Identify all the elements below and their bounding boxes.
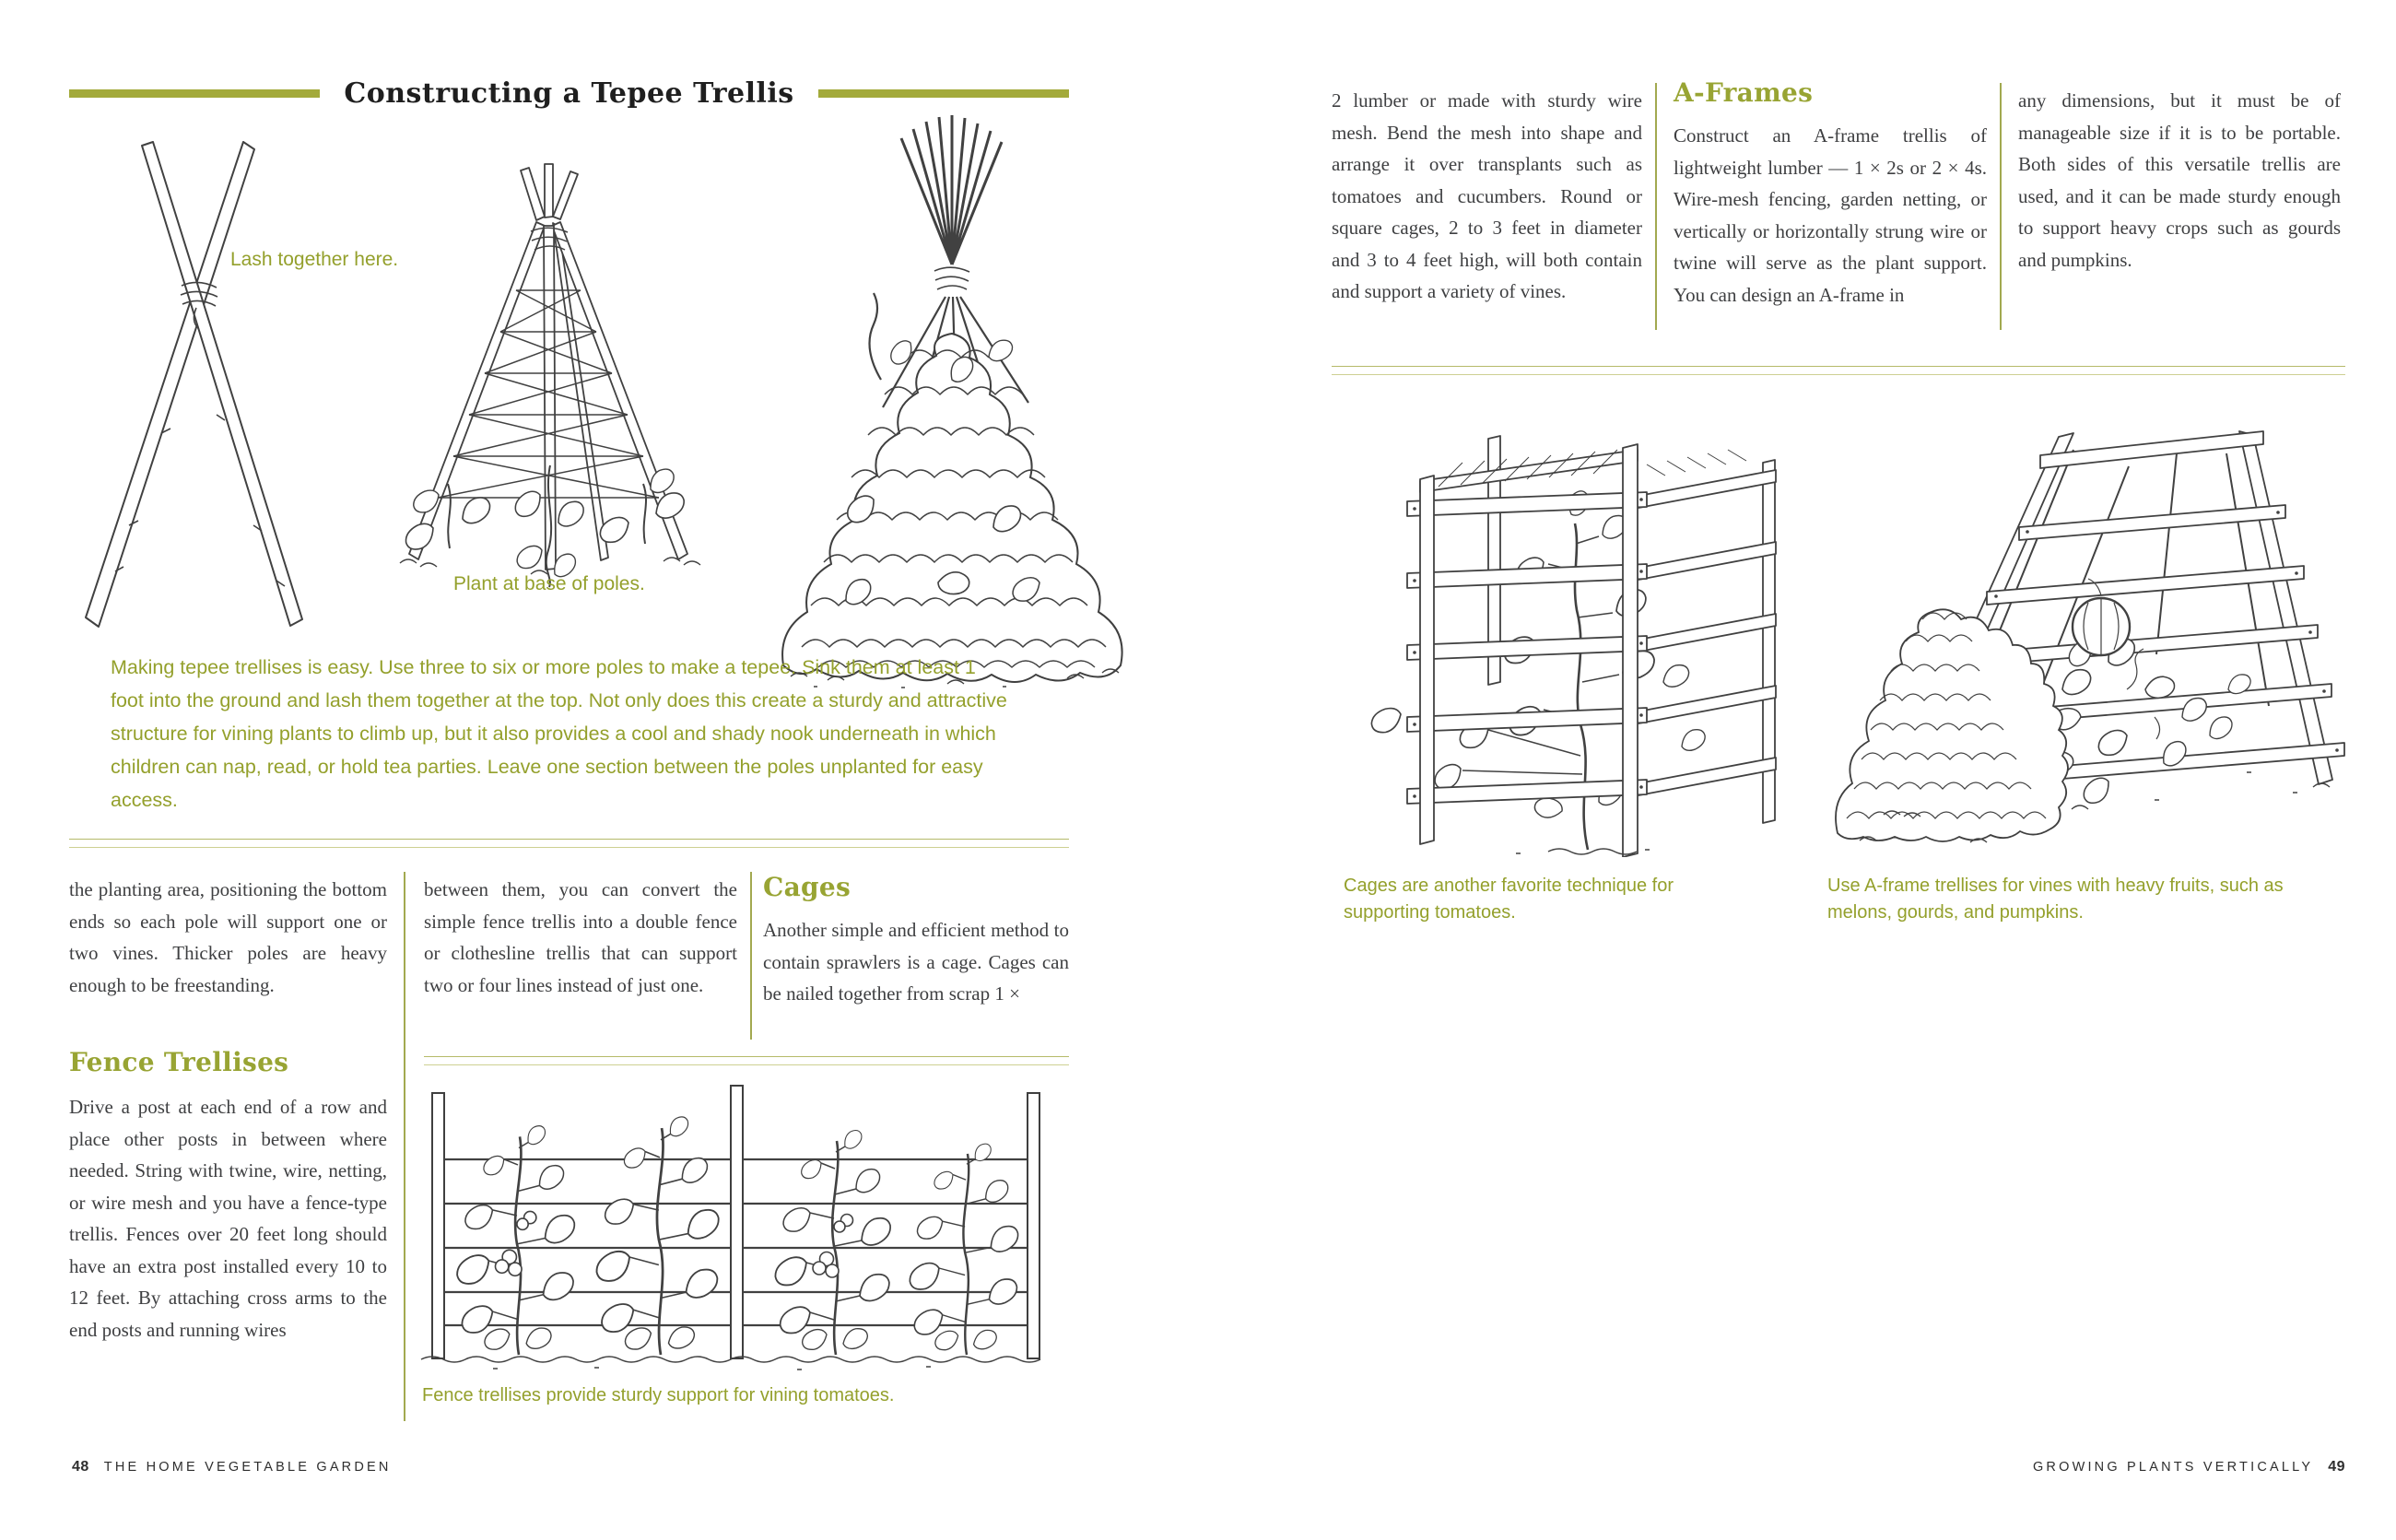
label-lash-together: Lash together here. — [230, 249, 399, 270]
covered-tepee-illustration — [763, 103, 1136, 693]
column-rule-2 — [750, 872, 752, 1040]
right-column-1-text: 2 lumber or made with sturdy wire mesh. Bend the mesh into shape and arrange it over transplants such as tomatoes and cucumbers. Round or square cages, 2 to 3 feet in diameter and 3 to 4 feet high, will both contain and support a variety of vines. — [1332, 89, 1642, 302]
fence-trellises-text: Drive a post at each end of a row and place other posts in between where needed. String with twine, wire, netting, or wire mesh and you have a fence-type trellis. Fences over 20 feet long should have an extra post installed every 10 to 12 feet. By attaching cross arms to the end posts and running wires — [69, 1096, 387, 1341]
chapter-title: GROWING PLANTS VERTICALLY — [2032, 1460, 2314, 1475]
header-bar-left — [69, 89, 320, 98]
cage-caption: Cages are another favorite technique for supporting tomatoes. — [1344, 876, 1674, 923]
label-plant-at-base: Plant at base of poles. — [453, 573, 645, 594]
tepee-frame-illustration — [359, 152, 737, 593]
a-frames-text: Construct an A-frame trellis of lightweight lumber — 1 × 2s or 2 × 4s. Wire-mesh fencing, garden netting, or vertically or horizontally strung wire or twine will serve as the plant support. You can design an A-frame in — [1674, 124, 1987, 306]
crossed-poles-illustration — [78, 138, 318, 641]
cage-illustration — [1350, 406, 1815, 857]
column-rule-1 — [404, 872, 405, 1421]
fence-trellis-illustration — [410, 1080, 1074, 1375]
book-title: THE HOME VEGETABLE GARDEN — [103, 1460, 392, 1475]
figure-divider-right — [1332, 366, 2345, 375]
a-frame-illustration — [1832, 413, 2353, 851]
figure-divider-left — [424, 1056, 1069, 1065]
tepee-tip-paragraph: Making tepee trellises is easy. Use three to six or more poles to make a tepee. Sink them at least 1 foot into the ground and lash them together at the top. Not only does this create a sturdy and attractive structure for vining plants to climb up, but it also provides a cool and shady nook underneath in which children can nap, read, or hold tea parties. Leave one section between the poles unplanted for easy access. — [111, 656, 1007, 811]
footer-left — [72, 1459, 392, 1475]
page-number-right: 49 — [2328, 1459, 2345, 1475]
section-divider-left — [69, 839, 1069, 848]
panel-title: Constructing a Tepee Trellis — [344, 77, 794, 110]
column-rule-4 — [2000, 83, 2002, 330]
cages-text: Another simple and efficient method to contain sprawlers is a cage. Cages can be nailed together from scrap 1 × — [763, 919, 1069, 1005]
page-number-left: 48 — [72, 1459, 89, 1475]
cages-heading: Cages — [763, 872, 852, 902]
left-column-2-text: between them, you can convert the simple fence trellis into a double fence or clothesline trellis that can support two or four lines instead of just one. — [424, 878, 737, 996]
left-column-1-text: the planting area, positioning the bottom ends so each pole will support one or two vines. Thicker poles are heavy enough to be freestanding. — [69, 878, 387, 996]
header-bar-right — [818, 89, 1069, 98]
footer-right — [1843, 1459, 2345, 1475]
aframe-caption: Use A-frame trellises for vines with heavy fruits, such as melons, gourds, and pumpkins. — [1827, 876, 2284, 923]
fence-trellises-heading: Fence Trellises — [69, 1047, 289, 1077]
fence-caption: Fence trellises provide sturdy support for vining tomatoes. — [422, 1385, 895, 1405]
column-rule-3 — [1655, 83, 1657, 330]
right-column-3-text: any dimensions, but it must be of manageable size if it is to be portable. Both sides of this versatile trellis are used, and it can be made sturdy enough to support heavy crops such as gourds and pumpkins. — [2018, 89, 2341, 271]
a-frames-heading: A-Frames — [1674, 77, 1814, 108]
